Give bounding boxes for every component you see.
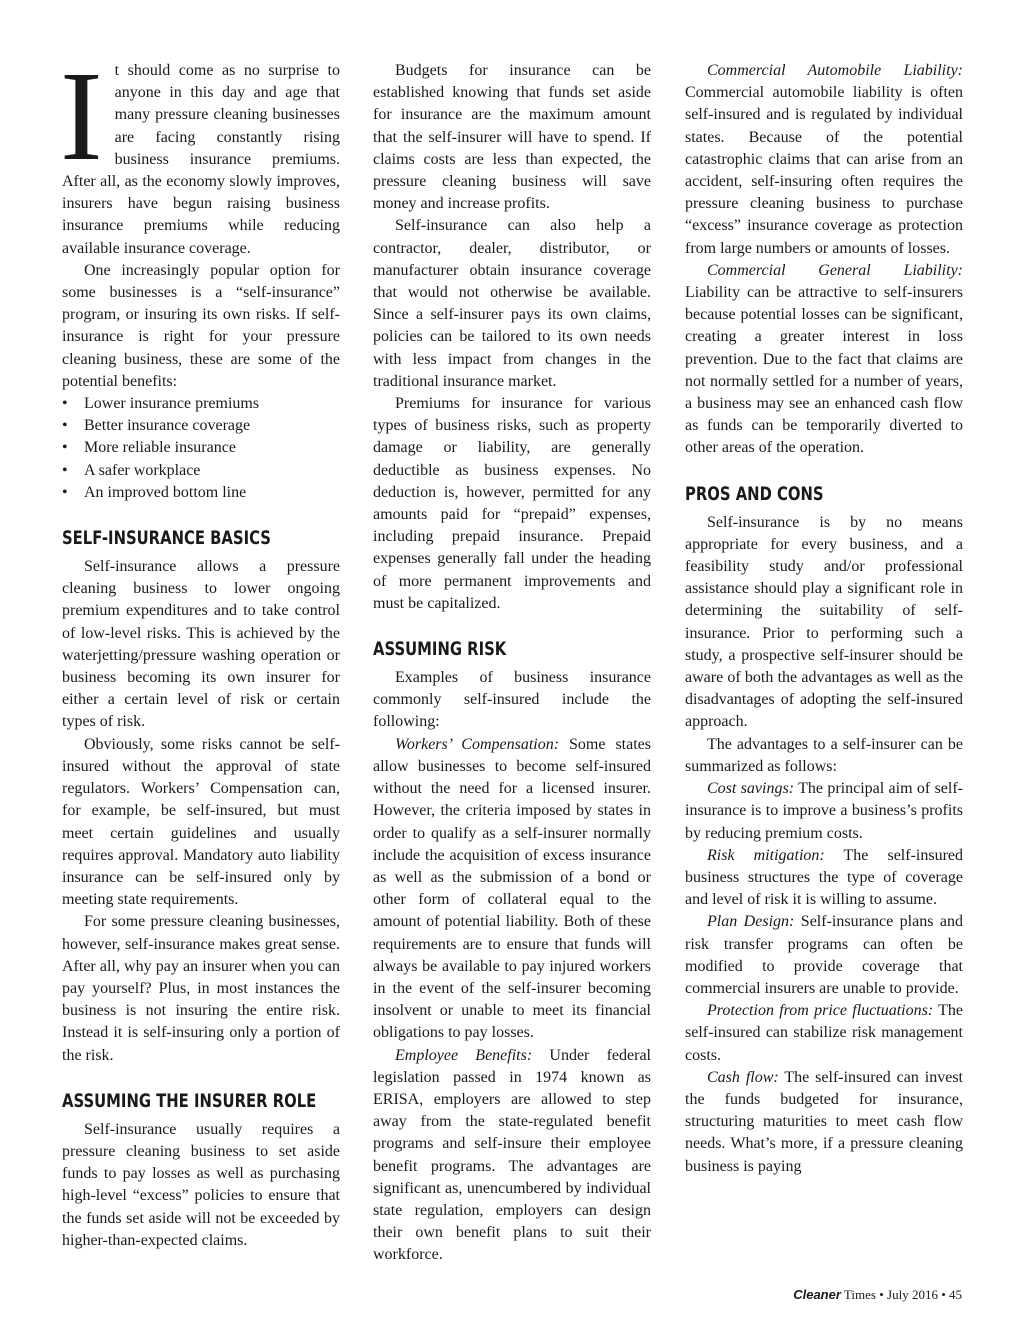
run-in-lead: Risk mitigation: (707, 846, 825, 864)
list-item: • Lower insurance premiums (62, 393, 340, 415)
paragraph-text: The self-insured can stabilize risk management costs. (685, 1002, 963, 1064)
run-in-lead: Commercial Automobile Liability: (707, 62, 963, 79)
intro-text: t should come as no surprise to anyone in this day and age that many pressure cleaning businesses are facing constantly rising business insurance premiums. After all, as the economy slowly improves, insurers have begun raising business insurance premiums while reducing available insurance coverage. (62, 62, 340, 257)
paragraph: Budgets for insurance can be established knowing that funds set aside for insurance are the maximum amount that the self-insurer will have to spend. If claims costs are less than expected, the pressure cleaning business will save money and increase profits. (373, 62, 651, 213)
run-in-lead: Plan Design: (707, 913, 795, 931)
paragraph: Self-insurance can also help a contractor, dealer, distributor, or manufacturer obtain insurance coverage that would not otherwise be available. Since a self-insurer pays its own claims, policies can be tailored to its own needs with less impact from changes in the traditional insurance market. (373, 217, 651, 390)
list-item: • An improved bottom line (62, 482, 340, 504)
paragraph (373, 734, 651, 1045)
paragraph: Self-insurance is by no means appropriate for every business, and a feasibility study and/or professional assistance should play a significant role in determining the suitability of self-insurance. Prior to performing such a study, a prospective self-insurer should be aware of both the advantages as well as the disadvantages of adopting the self-insured approach. (685, 513, 963, 731)
paragraph-text: Some states allow businesses to become self-insured without the need for a licensed insurer. However, the criteria imposed by states in order to qualify as a self-insurer normally include the acquisition of excess insurance as well as the submission of a bond or other form of collateral equal to the amount of potential liability. Both of these requirements are to ensure that funds will always be available to pay injured workers in the event of the self-insurer becoming insolvent or unable to meet its financial obligations to pay losses. (373, 735, 651, 1042)
drop-cap: I (60, 45, 103, 187)
paragraph-text: Under federal legislation passed in 1974 known as ERISA, employers are allowed to step away from the state-regulated benefit programs and self-insure their employee benefit programs. The advantages are significant as, unencumbered by individual state regulation, employers can design their own benefit plans to suit their workforce. (373, 1046, 651, 1264)
section-heading: PROS AND CONS (685, 482, 824, 505)
paragraph: Examples of business insurance commonly self-insured include the following: (373, 669, 651, 731)
paragraph-text: The self-insured business structures the type of coverage and level of risk it is willing to assume. (685, 846, 963, 909)
paragraph-text: The principal aim of self-insurance is to improve a business’s profits by reducing premium costs. (685, 780, 964, 842)
paragraph (685, 911, 963, 1000)
paragraph-text: The self-insured can invest the funds budgeted for insurance, structuring maturities to meet cash flow needs. What’s more, if a pressure cleaning business is paying (685, 1068, 963, 1175)
run-in-lead: Cost savings: (707, 780, 795, 798)
paragraph (685, 60, 963, 260)
paragraph (685, 1000, 963, 1067)
column-1 (60, 45, 340, 1252)
magazine-brand: Cleaner (793, 1287, 841, 1302)
paragraph (685, 1067, 963, 1178)
paragraph: One increasingly popular option for some businesses is a “self-insurance” program, or insuring its own risks. If self-insurance is right for your pressure cleaning business, these are some of the potential benefits: (62, 261, 340, 390)
paragraph (685, 845, 963, 912)
list-item: • More reliable insurance (62, 437, 340, 459)
section-heading: ASSUMING THE INSURER ROLE (62, 1089, 317, 1112)
run-in-lead: Employee Benefits: (395, 1046, 533, 1064)
list-item: • Better insurance coverage (62, 415, 340, 437)
run-in-lead: Commercial General Liability: (707, 261, 963, 279)
column-3 (685, 60, 963, 1178)
paragraph: Obviously, some risks cannot be self-insured without the approval of state regulators. Workers’ Compensation can, for example, be self-insured, but must meet certain guidelines and usually requires approval. Mandatory auto liability insurance can be self-insured only by meeting state requirements. (62, 735, 340, 909)
paragraph: Self-insurance allows a pressure cleaning business to lower ongoing premium expenditures and to take control of low-level risks. This is achieved by the waterjetting/pressure washing operation or business becoming its own insurer for either a certain level of risk or certain types of risk. (62, 558, 340, 731)
page-footer (793, 1287, 962, 1303)
section-heading: SELF-INSURANCE BASICS (62, 527, 271, 550)
benefits-list (62, 393, 340, 504)
paragraph (373, 1045, 651, 1267)
column-2 (373, 60, 651, 1267)
paragraph: Self-insurance usually requires a pressure cleaning business to set aside funds to pay losses as well as purchasing high-level “excess” policies to ensure that the funds set aside will not be exceeded by higher-than-expected claims. (62, 1120, 340, 1249)
run-in-lead: Workers’ Compensation: (395, 735, 560, 753)
intro-paragraph (60, 45, 340, 260)
paragraph-text: Self-insurance plans and risk transfer programs can often be modified to provide coverage that commercial insurers are unable to provide. (685, 913, 964, 997)
run-in-lead: Protection from price fluctuations: (707, 1002, 934, 1020)
paragraph-text: Liability can be attractive to self-insurers because potential losses can be significant, creating a greater interest in loss prevention. Due to the fact that claims are not normally settled for a number of years, a business may see an enhanced cash flow as funds can be temporarily diverted to other areas of the operation. (685, 284, 963, 457)
paragraph: Premiums for insurance for various types of business risks, such as property damage or liability, are generally deductible as business expenses. No deduction is, however, permitted for any amounts paid for “prepaid” expenses, including prepaid insurance. Prepaid expenses generally fall under the heading of more permanent improvements and must be capitalized. (373, 395, 651, 612)
paragraph: For some pressure cleaning businesses, however, self-insurance makes great sense. After all, why pay an insurer when you can pay yourself? Plus, in most instances the business is not insuring the entire risk. Instead it is self-insuring only a portion of the risk. (62, 913, 340, 1064)
list-item: • A safer workplace (62, 460, 340, 482)
paragraph: The advantages to a self-insurer can be summarized as follows: (685, 735, 963, 775)
footer-info: Times • July 2016 • 45 (840, 1287, 962, 1302)
section-heading: ASSUMING RISK (373, 638, 507, 661)
paragraph (685, 260, 963, 460)
paragraph (685, 778, 963, 845)
run-in-lead: Cash flow: (707, 1068, 779, 1086)
paragraph-text: Commercial automobile liability is often self-insured and is regulated by individual states. Because of the potential catastrophic claims that can arise from an accident, self-insuring often requires the pressure cleaning business to purchase “excess” insurance coverage as protection from large numbers or amounts of losses. (685, 84, 963, 257)
